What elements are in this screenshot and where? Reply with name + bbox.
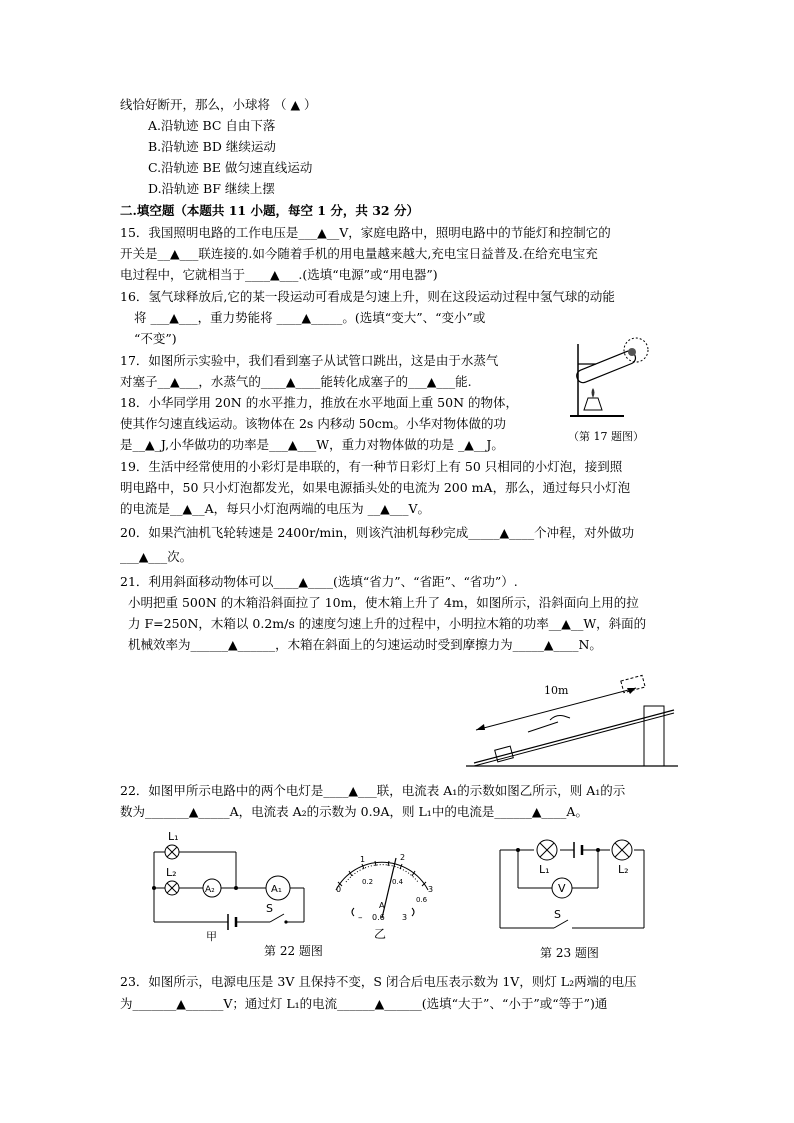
figure-21-incline — [466, 670, 680, 768]
ammeter-tick-0: 0 — [336, 885, 342, 894]
ammeter-terminal-0.6: 0.6 — [372, 913, 385, 922]
q18-line1: 18．小华同学用 20N 的水平推力，推放在水平地面上重 50N 的物体， — [120, 395, 518, 410]
fig23-label-S: S — [554, 908, 561, 921]
ammeter-subtick-0.6: 0.6 — [416, 896, 428, 904]
figure-22-caption: 第 22 题图 — [264, 944, 323, 958]
q15-line1: 15．我国照明电路的工作电压是___▲__V，家庭电路中，照明电路中的节能灯和控制它的 — [120, 225, 611, 240]
q16-line3: “不变”) — [134, 331, 177, 346]
figure-22-circuit-jia — [148, 826, 308, 944]
q14-option-b: B.沿轨迹 BD 继续运动 — [148, 139, 276, 154]
fig22-label-L2: L₂ — [166, 866, 177, 879]
ammeter-terminal-3: 3 — [402, 913, 408, 922]
fig22-label-yi: 乙 — [374, 927, 387, 941]
figure-23-circuit — [494, 834, 650, 934]
q20-line1: 20．如果汽油机飞轮转速是 2400r/min，则该汽油机每秒完成_____▲____个冲程，对外做功 — [120, 525, 635, 540]
fig22-label-A2: A₂ — [205, 885, 215, 895]
figure-17-caption: （第 17 题图） — [568, 430, 644, 443]
q17-line1: 17．如图所示实验中，我们看到塞子从试管口跳出，这是由于水蒸气 — [120, 353, 499, 368]
fig22-label-S: S — [266, 902, 273, 915]
q20-line2: ___▲___次。 — [120, 549, 193, 564]
fig23-label-V: V — [558, 882, 566, 895]
q19-line1: 19．生活中经常使用的小彩灯是串联的，有一种节日彩灯上有 50 只相同的小灯泡，接到照 — [120, 459, 623, 474]
ammeter-terminal-minus: – — [358, 913, 363, 923]
q14-option-a: A.沿轨迹 BC 自由下落 — [148, 118, 276, 133]
section-heading: 二.填空题（本题共 11 小题，每空 1 分，共 32 分） — [120, 203, 419, 218]
figure-17-test-tube — [552, 336, 660, 420]
q15-line2: 开关是__▲___联连接的.如今随着手机的用电量越来越大,充电宝日益普及.在给充电宝充 — [120, 246, 598, 261]
q18-line3: 是__▲_J,小华做功的功率是___▲___W，重力对物体做的功是 _▲__J。 — [120, 437, 504, 452]
q19-line3: 的电流是__▲__A，每只小灯泡两端的电压为 __▲___V。 — [120, 501, 431, 516]
fig22-label-A1: A₁ — [271, 884, 282, 895]
q15-line3: 电过程中，它就相当于____▲___.(选填“电源”或“用电器”) — [120, 267, 438, 282]
figure-23-caption: 第 23 题图 — [540, 946, 599, 960]
q16-line1: 16．氢气球释放后,它的某一段运动可看成是匀速上升，则在这段运动过程中氢气球的动能 — [120, 289, 615, 304]
figure-22-ammeter-yi — [322, 848, 442, 944]
q14-tail: 线恰好断开，那么，小球将 （ ▲ ） — [120, 97, 317, 112]
q14-option-d: D.沿轨迹 BF 继续上摆 — [148, 181, 275, 196]
ammeter-tick-1: 1 — [360, 855, 366, 864]
q21-line3: 力 F=250N，木箱以 0.2m/s 的速度匀速上升的过程中，小明拉木箱的功率__▲__W，斜面的 — [128, 616, 647, 631]
ammeter-unit-letter: A — [379, 901, 385, 910]
q19-line2: 明电路中，50 只小灯泡都发光，如果电源插头处的电流为 200 mA，那么，通过每只小灯泡 — [120, 480, 631, 495]
ammeter-subtick-0.2: 0.2 — [362, 878, 374, 886]
q22-line1: 22．如图甲所示电路中的两个电灯是____▲___联，电流表 A₁的示数如图乙所示，则 A₁的示 — [120, 783, 626, 798]
ammeter-tick-3: 3 — [428, 885, 434, 894]
fig22-label-L1: L₁ — [168, 830, 179, 843]
q21-line2: 小明把重 500N 的木箱沿斜面拉了 10m，使木箱上升了 4m，如图所示，沿斜面向上用的拉 — [128, 595, 639, 610]
q16-line2: 将 ___▲___，重力势能将 ____▲_____。(选填“变大”、“变小”或 — [134, 310, 486, 325]
q17-line2: 对塞子__▲___，水蒸气的____▲____能转化成塞子的___▲___能. — [120, 374, 472, 389]
fig23-label-L2: L₂ — [618, 863, 629, 876]
fig23-label-L1: L₁ — [539, 863, 550, 876]
q23-line2: 为_______▲______V；通过灯 L₁的电流______▲______(选填“大于”、“小于”或“等于”)通 — [120, 996, 608, 1011]
q21-line4: 机械效率为______▲______，木箱在斜面上的匀速运动时受到摩擦力为_____▲____N。 — [128, 637, 602, 652]
fig22-label-jia: 甲 — [206, 930, 217, 943]
figure-21-length-label: 10m — [544, 684, 569, 697]
q22-line2: 数为_______▲_____A，电流表 A₂的示数为 0.9A，则 L₁中的电流是______▲____A。 — [120, 804, 588, 819]
ammeter-subtick-0.4: 0.4 — [392, 878, 404, 886]
q14-option-c: C.沿轨迹 BE 做匀速直线运动 — [148, 160, 313, 175]
q21-line1: 21．利用斜面移动物体可以____▲____(选填“省力”、“省距”、“省功”）. — [120, 574, 518, 589]
q23-line1: 23．如图所示，电源电压是 3V 且保持不变，S 闭合后电压表示数为 1V，则灯 L₂两端的电压 — [120, 974, 637, 989]
q18-line2: 使其作匀速直线运动。该物体在 2s 内移动 50cm。小华对物体做的功 — [120, 416, 507, 431]
ammeter-tick-2: 2 — [400, 853, 406, 862]
